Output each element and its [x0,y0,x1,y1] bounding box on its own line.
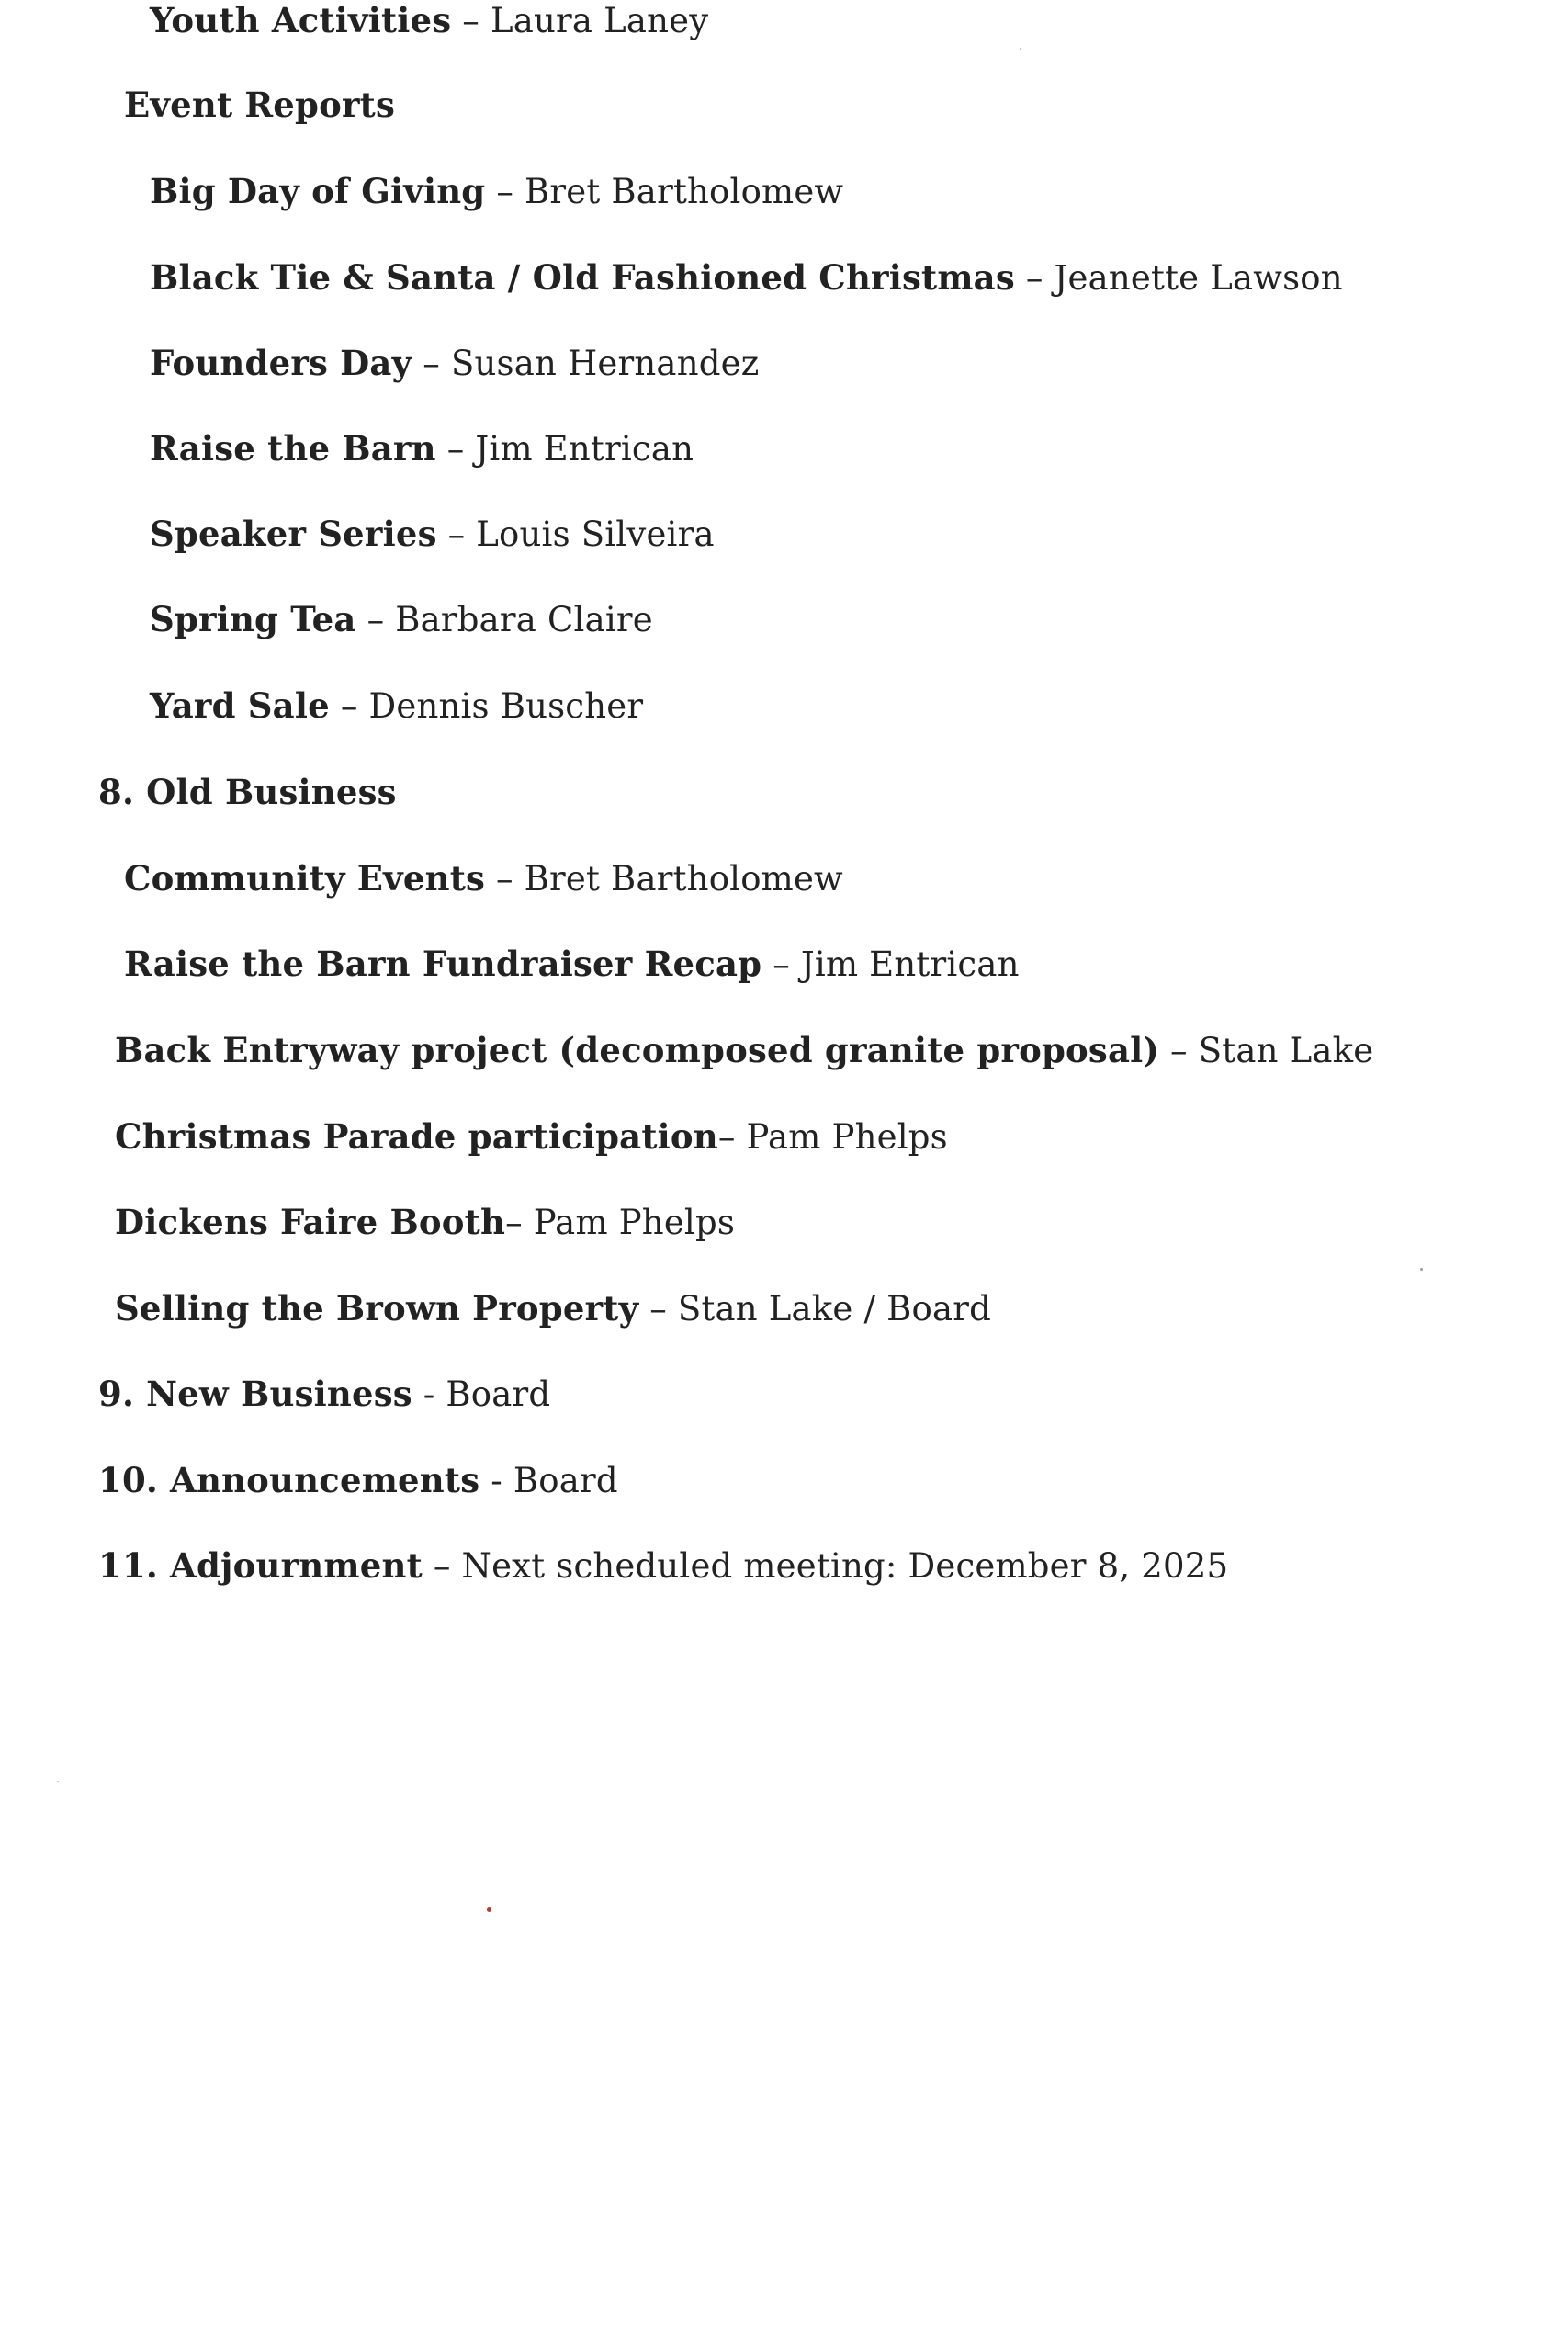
item-title: Christmas Parade participation [115,1116,718,1157]
agenda-item-christmas-parade [115,1116,948,1158]
item-title: Big Day of Giving [150,171,486,211]
item-separator: – [422,1546,462,1586]
item-presenter: Barbara Claire [395,600,653,639]
item-separator: – [412,344,451,383]
agenda-item-youth-activities [150,0,708,41]
item-presenter: Pam Phelps [746,1117,948,1157]
item-title: Community Events [124,858,486,899]
agenda-item-community-events [124,858,843,899]
scan-speck [487,1907,491,1912]
section-heading-event-reports [124,85,395,126]
scan-speck [57,1781,59,1782]
item-title: 11. Adjournment [98,1545,423,1586]
item-presenter: Bret Bartholomew [524,859,843,899]
item-title: Event Reports [124,85,395,125]
item-presenter: Dennis Buscher [368,686,644,726]
item-presenter: Board [513,1461,618,1500]
scan-speck [1020,48,1021,50]
section-heading-old-business [98,772,397,813]
section-heading-new-business [98,1374,550,1415]
item-title: Yard Sale [150,685,330,726]
section-heading-adjournment [98,1545,1228,1587]
item-title: Selling the Brown Property [115,1288,639,1329]
item-presenter: Jim Entrican [475,429,694,469]
item-title: Raise the Barn [150,428,436,469]
item-title: 10. Announcements [98,1460,480,1500]
item-presenter: Stan Lake / Board [677,1289,991,1329]
item-presenter: Laura Laney [490,1,709,40]
item-separator: – [1014,258,1055,298]
agenda-item-brown-property [115,1288,991,1329]
agenda-item-fundraiser-recap [124,944,1020,985]
item-separator: – [329,686,369,726]
item-separator: – [1159,1031,1199,1070]
item-separator: - [479,1461,513,1500]
item-title: Black Tie & Santa / Old Fashioned Christmas [150,257,1015,298]
item-presenter: Jeanette Lawson [1054,258,1343,298]
item-title: Back Entryway project (decomposed granite proposal) [115,1030,1160,1070]
agenda-item-yard-sale [150,685,643,727]
item-title: Spring Tea [150,599,356,639]
item-separator: – [436,514,477,554]
item-presenter: Louis Silveira [476,514,715,554]
item-separator: – [638,1289,678,1329]
item-title: Raise the Barn Fundraiser Recap [124,944,762,984]
item-separator: – [435,429,476,469]
agenda-item-founders-day [150,343,759,384]
agenda-item-dickens-faire [115,1202,735,1243]
item-presenter: Pam Phelps [533,1203,736,1242]
agenda-item-raise-the-barn [150,428,694,469]
item-separator: – [485,172,525,211]
item-presenter: Board [446,1374,551,1414]
item-presenter: Stan Lake [1198,1031,1374,1070]
item-presenter: Susan Hernandez [450,344,760,383]
section-heading-announcements [98,1460,618,1501]
agenda-item-spring-tea [150,599,653,640]
item-separator: – [355,600,396,639]
agenda-item-big-day-of-giving [150,171,843,212]
item-separator: – [505,1203,534,1242]
item-separator: - [412,1374,446,1414]
item-presenter: Jim Entrican [800,944,1020,984]
item-title: 9. New Business [98,1374,412,1414]
item-title: Founders Day [150,343,412,383]
item-separator: – [761,944,801,984]
item-separator: – [451,1,491,40]
agenda-item-speaker-series [150,514,715,555]
item-presenter: Next scheduled meeting: December 8, 2025 [461,1546,1229,1586]
item-title: 8. Old Business [98,772,397,812]
item-separator: – [485,859,525,899]
item-title: Youth Activities [150,0,452,40]
agenda-item-black-tie-santa [150,257,1343,299]
agenda-item-back-entryway [115,1030,1373,1071]
item-separator: – [717,1117,747,1157]
item-title: Dickens Faire Booth [115,1202,506,1242]
item-presenter: Bret Bartholomew [525,172,844,211]
scan-speck [1420,1268,1423,1271]
item-title: Speaker Series [150,514,437,554]
